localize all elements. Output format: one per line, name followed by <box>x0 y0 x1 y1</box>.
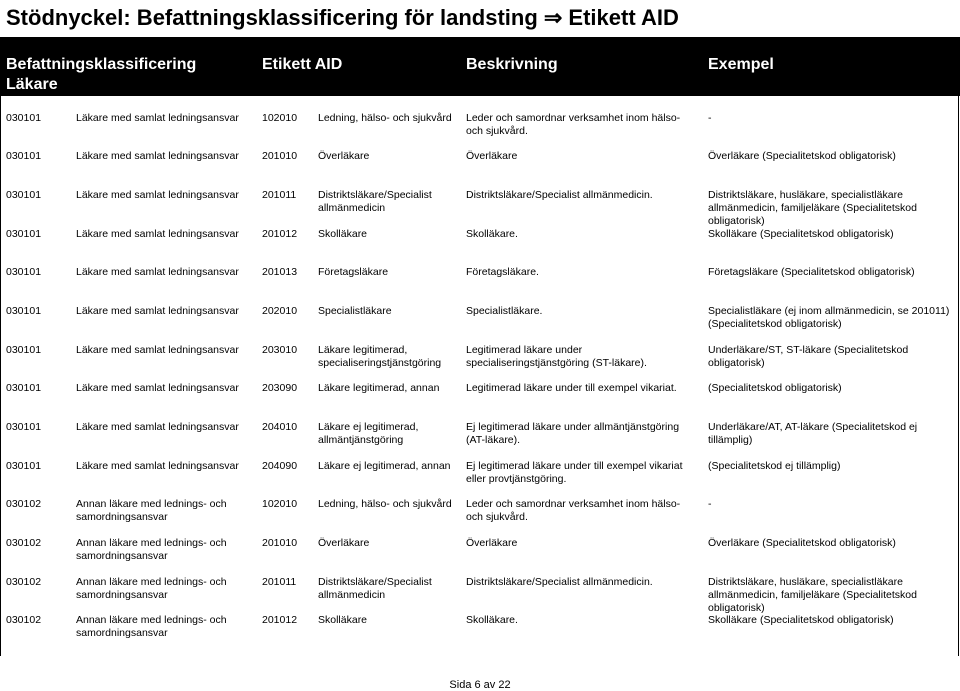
row-aid-code: 201010 <box>262 537 298 549</box>
row-aid-label: Distriktsläkare/Specialist allmänmedicin <box>318 189 432 214</box>
row-name: Läkare med samlat ledningsansvar <box>76 150 239 162</box>
row-code: 030101 <box>6 150 42 162</box>
row-name: Läkare med samlat ledningsansvar <box>76 421 239 433</box>
row-description: Legitimerad läkare under specialiseringstjänstgöring (ST-läkare). <box>466 344 647 369</box>
row-aid-code: 203090 <box>262 382 298 394</box>
row-example: Specialistläkare (ej inom allmänmedicin, se 201011) (Specialitetskod obligatorisk) <box>708 305 950 330</box>
row-name: Annan läkare med lednings- och samordningsansvar <box>76 614 227 639</box>
row-code: 030101 <box>6 421 42 433</box>
page-title: Stödnyckel: Befattningsklassificering för landsting ⇒ Etikett AID <box>6 5 679 30</box>
section-heading: Läkare <box>6 76 58 93</box>
row-example: Överläkare (Specialitetskod obligatorisk) <box>708 150 896 162</box>
header-beskrivning: Beskrivning <box>466 56 558 73</box>
row-aid-code: 102010 <box>262 112 298 124</box>
row-name: Läkare med samlat ledningsansvar <box>76 266 239 278</box>
row-description: Leder och samordnar verksamhet inom hälso- och sjukvård. <box>466 112 681 137</box>
row-aid-label: Ledning, hälso- och sjukvård <box>318 498 452 510</box>
row-code: 030101 <box>6 382 42 394</box>
row-description: Specialistläkare. <box>466 305 543 317</box>
row-aid-code: 201012 <box>262 228 298 240</box>
row-description: Leder och samordnar verksamhet inom hälso- och sjukvård. <box>466 498 681 523</box>
row-example: (Specialitetskod obligatorisk) <box>708 382 842 394</box>
row-name: Läkare med samlat ledningsansvar <box>76 189 239 201</box>
row-aid-label: Ledning, hälso- och sjukvård <box>318 112 452 124</box>
row-example: Företagsläkare (Specialitetskod obligatorisk) <box>708 266 915 278</box>
row-example: Distriktsläkare, husläkare, specialistläkare allmänmedicin, familjeläkare (Specialitetskod obligatorisk) <box>708 189 917 227</box>
row-aid-label: Överläkare <box>318 537 370 549</box>
row-example: Underläkare/AT, AT-läkare (Specialitetskod ej tillämplig) <box>708 421 918 446</box>
row-aid-label: Läkare ej legitimerad, annan <box>318 460 451 472</box>
row-aid-code: 202010 <box>262 305 298 317</box>
row-description: Skolläkare. <box>466 614 518 626</box>
row-description: Legitimerad läkare under till exempel vikariat. <box>466 382 677 394</box>
row-description: Överläkare <box>466 537 518 549</box>
row-code: 030102 <box>6 498 42 510</box>
row-name: Annan läkare med lednings- och samordningsansvar <box>76 537 227 562</box>
row-aid-code: 201011 <box>262 576 297 588</box>
row-code: 030102 <box>6 614 42 626</box>
row-code: 030102 <box>6 537 42 549</box>
row-example: Distriktsläkare, husläkare, specialistläkare allmänmedicin, familjeläkare (Specialitetskod obligatorisk) <box>708 576 917 614</box>
row-code: 030101 <box>6 228 42 240</box>
header-befattningsklassificering: Befattningsklassificering <box>6 56 197 73</box>
row-aid-label: Distriktsläkare/Specialist allmänmedicin <box>318 576 432 601</box>
row-name: Läkare med samlat ledningsansvar <box>76 344 239 356</box>
row-code: 030101 <box>6 112 42 124</box>
row-example: - <box>708 498 712 510</box>
row-aid-label: Företagsläkare <box>318 266 389 278</box>
row-name: Annan läkare med lednings- och samordningsansvar <box>76 498 227 523</box>
row-aid-label: Läkare legitimerad, specialiseringstjänstgöring <box>318 344 442 369</box>
title-bar <box>0 0 960 38</box>
row-code: 030101 <box>6 344 42 356</box>
row-description: Ej legitimerad läkare under allmäntjänstgöring (AT-läkare). <box>466 421 680 446</box>
row-aid-code: 203010 <box>262 344 298 356</box>
row-aid-code: 201010 <box>262 150 298 162</box>
row-code: 030101 <box>6 460 42 472</box>
table-right-border <box>958 96 959 656</box>
row-aid-code: 204010 <box>262 421 298 433</box>
row-aid-code: 204090 <box>262 460 298 472</box>
row-name: Läkare med samlat ledningsansvar <box>76 382 239 394</box>
header-exempel: Exempel <box>708 56 774 73</box>
page-number: Sida 6 av 22 <box>449 679 511 691</box>
row-name: Läkare med samlat ledningsansvar <box>76 460 239 472</box>
row-description: Distriktsläkare/Specialist allmänmedicin. <box>466 189 653 201</box>
row-aid-label: Läkare legitimerad, annan <box>318 382 440 394</box>
table-header <box>0 38 960 96</box>
row-example: (Specialitetskod ej tillämplig) <box>708 460 841 472</box>
row-code: 030101 <box>6 266 42 278</box>
row-name: Annan läkare med lednings- och samordningsansvar <box>76 576 227 601</box>
row-name: Läkare med samlat ledningsansvar <box>76 228 239 240</box>
row-description: Distriktsläkare/Specialist allmänmedicin. <box>466 576 653 588</box>
row-description: Ej legitimerad läkare under till exempel vikariat eller provtjänstgöring. <box>466 460 683 485</box>
row-example: Skolläkare (Specialitetskod obligatorisk) <box>708 614 894 626</box>
row-code: 030101 <box>6 305 42 317</box>
row-aid-code: 102010 <box>262 498 298 510</box>
row-name: Läkare med samlat ledningsansvar <box>76 305 239 317</box>
row-aid-code: 201011 <box>262 189 297 201</box>
row-code: 030102 <box>6 576 42 588</box>
row-aid-code: 201013 <box>262 266 298 278</box>
row-aid-label: Specialistläkare <box>318 305 392 317</box>
row-example: - <box>708 112 712 124</box>
row-description: Företagsläkare. <box>466 266 539 278</box>
header-etikett-aid: Etikett AID <box>262 56 343 73</box>
row-example: Underläkare/ST, ST-läkare (Specialitetskod obligatorisk) <box>708 344 909 369</box>
row-name: Läkare med samlat ledningsansvar <box>76 112 239 124</box>
row-aid-label: Läkare ej legitimerad, allmäntjänstgöring <box>318 421 419 446</box>
row-code: 030101 <box>6 189 42 201</box>
row-description: Överläkare <box>466 150 518 162</box>
row-aid-code: 201012 <box>262 614 298 626</box>
row-aid-label: Överläkare <box>318 150 370 162</box>
table-left-border <box>0 96 1 656</box>
row-example: Överläkare (Specialitetskod obligatorisk) <box>708 537 896 549</box>
row-description: Skolläkare. <box>466 228 518 240</box>
row-aid-label: Skolläkare <box>318 228 368 240</box>
row-aid-label: Skolläkare <box>318 614 368 626</box>
row-example: Skolläkare (Specialitetskod obligatorisk) <box>708 228 894 240</box>
